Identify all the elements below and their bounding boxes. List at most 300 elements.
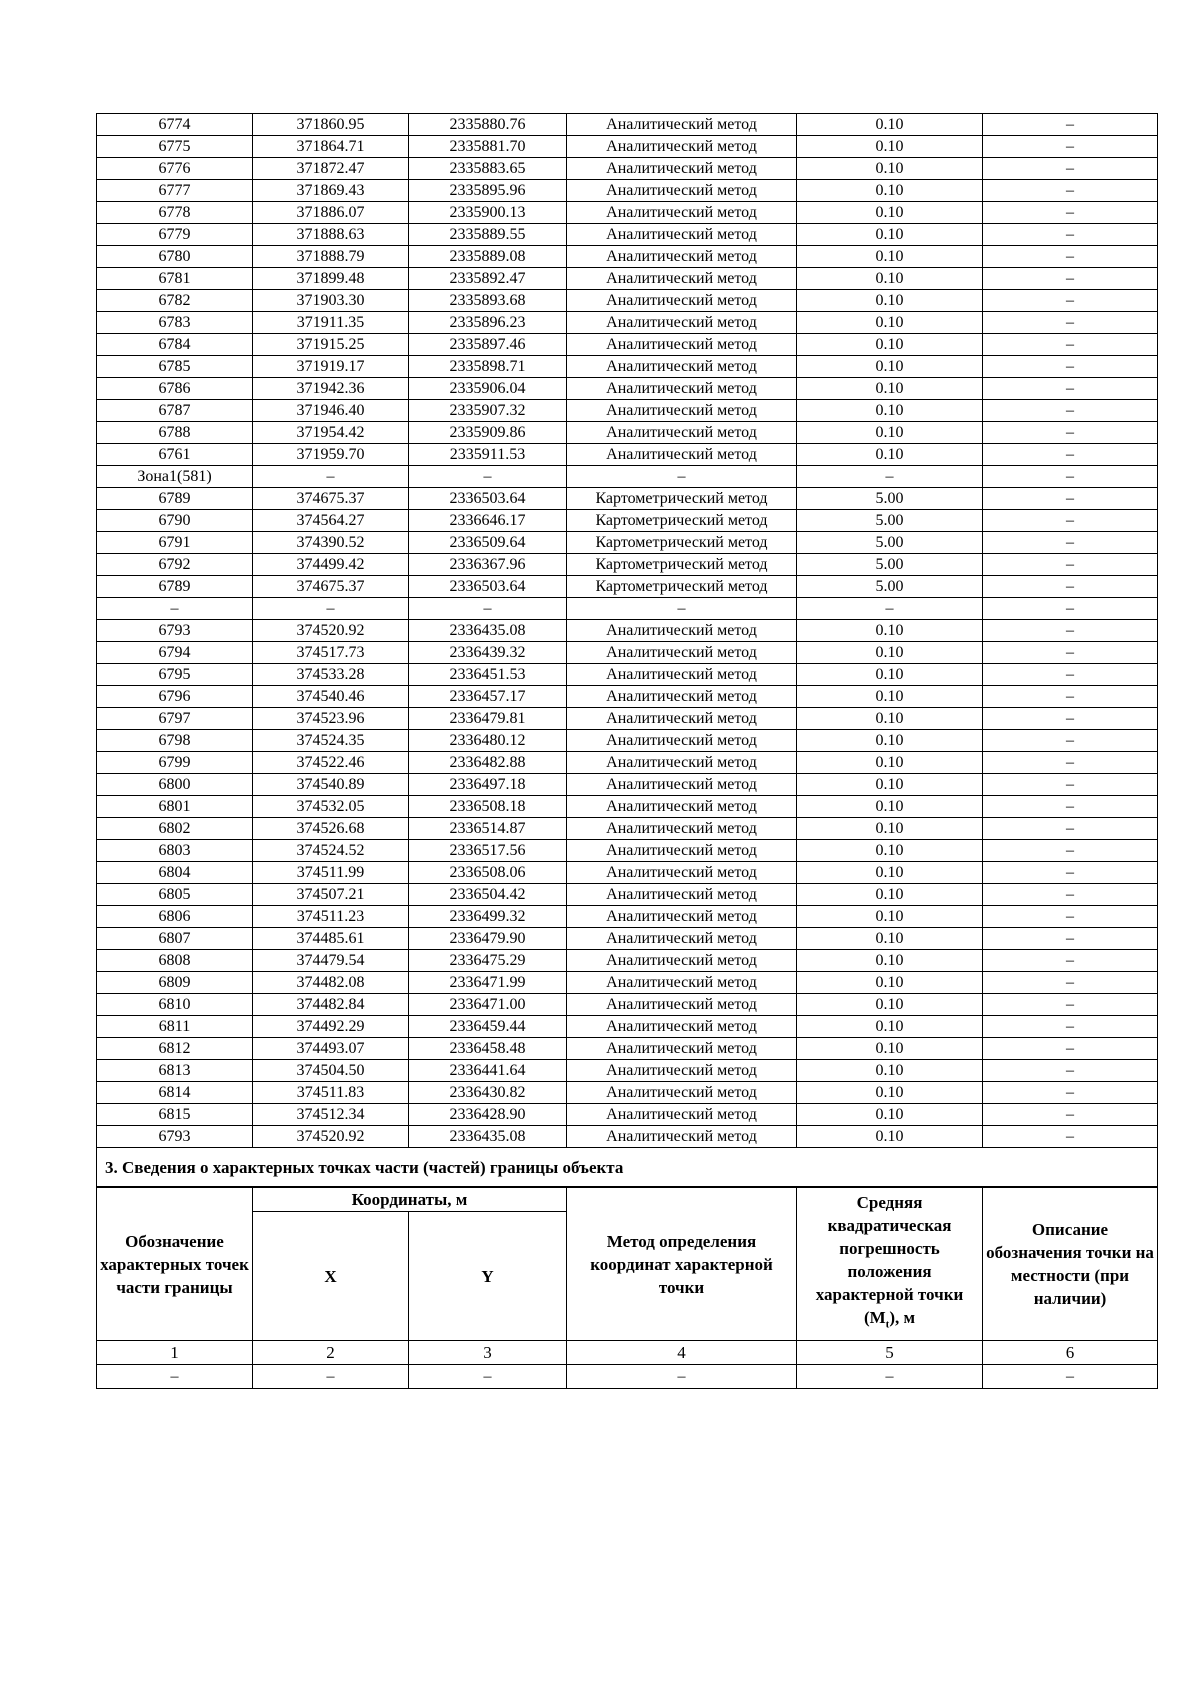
- table-cell: 374507.21: [253, 884, 409, 906]
- table-row: [97, 400, 1158, 422]
- table-cell: 2336430.82: [409, 1082, 567, 1104]
- table-cell: –: [983, 840, 1158, 862]
- table-cell: 6790: [97, 510, 253, 532]
- column-number: 1: [97, 1341, 253, 1365]
- table-cell: 6805: [97, 884, 253, 906]
- table-cell: 0.10: [797, 1126, 983, 1148]
- table-row: [97, 840, 1158, 862]
- table-cell: 2335907.32: [409, 400, 567, 422]
- table-cell: Аналитический метод: [567, 752, 797, 774]
- table-cell: 2336435.08: [409, 1126, 567, 1148]
- table-row: [97, 796, 1158, 818]
- table-row: [97, 642, 1158, 664]
- table-cell: Аналитический метод: [567, 994, 797, 1016]
- table-row: [97, 708, 1158, 730]
- table-cell: 371942.36: [253, 378, 409, 400]
- table-cell: 0.10: [797, 950, 983, 972]
- table-cell: 374479.54: [253, 950, 409, 972]
- table-cell: 371959.70: [253, 444, 409, 466]
- table-cell: 2336367.96: [409, 554, 567, 576]
- table-cell: 6808: [97, 950, 253, 972]
- table-row: [97, 950, 1158, 972]
- table-cell: 0.10: [797, 774, 983, 796]
- table-cell: 6795: [97, 664, 253, 686]
- table-cell: –: [983, 796, 1158, 818]
- table-row: [97, 224, 1158, 246]
- table-cell: 2336499.32: [409, 906, 567, 928]
- table-row: [97, 202, 1158, 224]
- table-cell: 371946.40: [253, 400, 409, 422]
- table-cell: Аналитический метод: [567, 356, 797, 378]
- table-cell: 6800: [97, 774, 253, 796]
- table-cell: 2335893.68: [409, 290, 567, 312]
- table-row: [97, 818, 1158, 840]
- table-cell: 2336646.17: [409, 510, 567, 532]
- table-cell: 6811: [97, 1016, 253, 1038]
- table-row: [97, 664, 1158, 686]
- table-cell: 0.10: [797, 642, 983, 664]
- table-cell: 0.10: [797, 708, 983, 730]
- table-cell: 0.10: [797, 818, 983, 840]
- table-cell: –: [983, 180, 1158, 202]
- table-cell: –: [983, 554, 1158, 576]
- table-cell: Картометрический метод: [567, 554, 797, 576]
- table-cell: –: [983, 246, 1158, 268]
- table-cell: 6809: [97, 972, 253, 994]
- table-cell: 2335881.70: [409, 136, 567, 158]
- table-cell: –: [983, 114, 1158, 136]
- table-cell: 2335897.46: [409, 334, 567, 356]
- table-cell: Аналитический метод: [567, 928, 797, 950]
- table-cell: 6780: [97, 246, 253, 268]
- table-cell: 2336497.18: [409, 774, 567, 796]
- table-cell: Аналитический метод: [567, 444, 797, 466]
- section-3-empty-row: [97, 1365, 1158, 1389]
- table-cell: Аналитический метод: [567, 268, 797, 290]
- table-cell: 0.10: [797, 884, 983, 906]
- table-cell: 0.10: [797, 752, 983, 774]
- table-row: [97, 994, 1158, 1016]
- table-cell: 0.10: [797, 1082, 983, 1104]
- table-row: [97, 1060, 1158, 1082]
- table-row: [97, 1104, 1158, 1126]
- table-cell: 0.10: [797, 290, 983, 312]
- header-error-main: Средняя квадратическая погрешность положения характерной точки (M: [815, 1193, 964, 1328]
- table-row: [97, 620, 1158, 642]
- table-cell: Аналитический метод: [567, 620, 797, 642]
- table-cell: 0.10: [797, 400, 983, 422]
- table-cell: –: [253, 1365, 409, 1389]
- table-cell: Аналитический метод: [567, 840, 797, 862]
- table-cell: –: [983, 422, 1158, 444]
- table-cell: Аналитический метод: [567, 686, 797, 708]
- table-row: [97, 488, 1158, 510]
- table-cell: 6807: [97, 928, 253, 950]
- table-cell: Аналитический метод: [567, 774, 797, 796]
- table-cell: 6812: [97, 1038, 253, 1060]
- table-cell: 2335896.23: [409, 312, 567, 334]
- table-cell: Аналитический метод: [567, 862, 797, 884]
- table-cell: 374675.37: [253, 488, 409, 510]
- table-cell: –: [983, 730, 1158, 752]
- table-cell: 0.10: [797, 730, 983, 752]
- section-3-table: [96, 1187, 1158, 1389]
- boundary-points-table: [96, 113, 1158, 1187]
- table-cell: –: [797, 1365, 983, 1389]
- table-cell: Аналитический метод: [567, 884, 797, 906]
- table-cell: 2335906.04: [409, 378, 567, 400]
- table-cell: 2336475.29: [409, 950, 567, 972]
- table-cell: –: [983, 994, 1158, 1016]
- table-cell: 6788: [97, 422, 253, 444]
- table-cell: –: [983, 290, 1158, 312]
- table-cell: 6803: [97, 840, 253, 862]
- table-cell: –: [983, 312, 1158, 334]
- table-cell: 374564.27: [253, 510, 409, 532]
- table-cell: Аналитический метод: [567, 312, 797, 334]
- table-cell: 6793: [97, 1126, 253, 1148]
- table-cell: 0.10: [797, 796, 983, 818]
- table-cell: –: [983, 1104, 1158, 1126]
- header-method: Метод определения координат характерной точки: [567, 1188, 797, 1341]
- document-page: [96, 113, 1157, 1389]
- table-cell: 6777: [97, 180, 253, 202]
- table-cell: 2336480.12: [409, 730, 567, 752]
- table-cell: 0.10: [797, 686, 983, 708]
- table-cell: 374540.46: [253, 686, 409, 708]
- table-cell: 0.10: [797, 862, 983, 884]
- table-cell: 371899.48: [253, 268, 409, 290]
- table-cell: 6782: [97, 290, 253, 312]
- table-cell: Аналитический метод: [567, 246, 797, 268]
- table-cell: –: [409, 598, 567, 620]
- table-row: [97, 862, 1158, 884]
- table-cell: 374533.28: [253, 664, 409, 686]
- table-row: [97, 180, 1158, 202]
- table-cell: 374504.50: [253, 1060, 409, 1082]
- table-row: [97, 972, 1158, 994]
- table-cell: –: [983, 774, 1158, 796]
- table-cell: 374512.34: [253, 1104, 409, 1126]
- header-y: Y: [409, 1212, 567, 1341]
- table-row: [97, 334, 1158, 356]
- table-cell: Аналитический метод: [567, 730, 797, 752]
- table-cell: 6814: [97, 1082, 253, 1104]
- table-cell: 6785: [97, 356, 253, 378]
- table-cell: 2336459.44: [409, 1016, 567, 1038]
- table-cell: 0.10: [797, 620, 983, 642]
- table-cell: 371872.47: [253, 158, 409, 180]
- table-cell: 6793: [97, 620, 253, 642]
- table-cell: –: [983, 972, 1158, 994]
- table-cell: Картометрический метод: [567, 532, 797, 554]
- table-cell: 0.10: [797, 1038, 983, 1060]
- table-cell: 2336479.90: [409, 928, 567, 950]
- header-designation: Обозначение характерных точек части границы: [97, 1188, 253, 1341]
- table-cell: 2335898.71: [409, 356, 567, 378]
- table-cell: 6787: [97, 400, 253, 422]
- table-cell: 6802: [97, 818, 253, 840]
- table-cell: 0.10: [797, 334, 983, 356]
- table-row: [97, 114, 1158, 136]
- table-cell: Зона1(581): [97, 466, 253, 488]
- table-cell: Аналитический метод: [567, 334, 797, 356]
- section-3-header-row-1: [97, 1188, 1158, 1212]
- table-cell: 371888.79: [253, 246, 409, 268]
- table-cell: 6791: [97, 532, 253, 554]
- table-cell: 371886.07: [253, 202, 409, 224]
- table-cell: 371864.71: [253, 136, 409, 158]
- column-number: 6: [983, 1341, 1158, 1365]
- table-cell: –: [983, 136, 1158, 158]
- table-cell: –: [983, 950, 1158, 972]
- table-cell: 374499.42: [253, 554, 409, 576]
- table-cell: 6761: [97, 444, 253, 466]
- table-row: [97, 1126, 1158, 1148]
- table-cell: 374532.05: [253, 796, 409, 818]
- table-cell: –: [409, 1365, 567, 1389]
- table-cell: 2336457.17: [409, 686, 567, 708]
- table-cell: 0.10: [797, 224, 983, 246]
- table-cell: 374511.23: [253, 906, 409, 928]
- table-cell: Аналитический метод: [567, 708, 797, 730]
- table-cell: Аналитический метод: [567, 224, 797, 246]
- table-cell: 374511.83: [253, 1082, 409, 1104]
- table-row: [97, 598, 1158, 620]
- table-cell: 2335909.86: [409, 422, 567, 444]
- table-cell: 2335880.76: [409, 114, 567, 136]
- table-cell: 0.10: [797, 378, 983, 400]
- table-cell: 0.10: [797, 1060, 983, 1082]
- table-cell: 6792: [97, 554, 253, 576]
- table-cell: 5.00: [797, 532, 983, 554]
- table-cell: –: [983, 642, 1158, 664]
- table-row: [97, 356, 1158, 378]
- table-cell: 6813: [97, 1060, 253, 1082]
- table-row: [97, 752, 1158, 774]
- table-cell: 0.10: [797, 114, 983, 136]
- table-cell: Картометрический метод: [567, 488, 797, 510]
- section-3-title-row: [97, 1148, 1158, 1187]
- table-cell: –: [983, 686, 1158, 708]
- table-row: [97, 554, 1158, 576]
- table-cell: Аналитический метод: [567, 180, 797, 202]
- table-cell: 6779: [97, 224, 253, 246]
- table-cell: 5.00: [797, 576, 983, 598]
- table-cell: 371915.25: [253, 334, 409, 356]
- table-cell: –: [983, 268, 1158, 290]
- table-cell: –: [983, 224, 1158, 246]
- column-number: 5: [797, 1341, 983, 1365]
- table-row: [97, 246, 1158, 268]
- table-cell: 371954.42: [253, 422, 409, 444]
- table-cell: 374520.92: [253, 620, 409, 642]
- table-row: [97, 1016, 1158, 1038]
- table-cell: –: [983, 862, 1158, 884]
- table-cell: 2336439.32: [409, 642, 567, 664]
- table-cell: 6781: [97, 268, 253, 290]
- table-cell: 2335889.08: [409, 246, 567, 268]
- table-cell: 2335900.13: [409, 202, 567, 224]
- table-cell: –: [983, 400, 1158, 422]
- table-cell: 371911.35: [253, 312, 409, 334]
- table-cell: Аналитический метод: [567, 1060, 797, 1082]
- table-cell: 2336508.18: [409, 796, 567, 818]
- table-row: [97, 466, 1158, 488]
- table-cell: 371919.17: [253, 356, 409, 378]
- table-cell: 0.10: [797, 136, 983, 158]
- table-cell: 6789: [97, 488, 253, 510]
- table-cell: –: [983, 928, 1158, 950]
- header-error-tail: ), м: [889, 1308, 916, 1328]
- table-cell: 371903.30: [253, 290, 409, 312]
- table-cell: 374511.99: [253, 862, 409, 884]
- table-cell: –: [983, 510, 1158, 532]
- table-cell: Аналитический метод: [567, 664, 797, 686]
- table-cell: 374540.89: [253, 774, 409, 796]
- table-cell: 374390.52: [253, 532, 409, 554]
- table-cell: Аналитический метод: [567, 290, 797, 312]
- table-cell: 2336435.08: [409, 620, 567, 642]
- table-cell: Картометрический метод: [567, 576, 797, 598]
- table-cell: 6775: [97, 136, 253, 158]
- table-cell: 6798: [97, 730, 253, 752]
- table-cell: 374485.61: [253, 928, 409, 950]
- table-cell: Аналитический метод: [567, 642, 797, 664]
- table-cell: 2335883.65: [409, 158, 567, 180]
- table-cell: 371869.43: [253, 180, 409, 202]
- table-cell: 2336458.48: [409, 1038, 567, 1060]
- table-row: [97, 312, 1158, 334]
- table-cell: 0.10: [797, 180, 983, 202]
- table-cell: 6786: [97, 378, 253, 400]
- table-row: [97, 884, 1158, 906]
- table-row: [97, 422, 1158, 444]
- table-row: [97, 730, 1158, 752]
- table-cell: 2336504.42: [409, 884, 567, 906]
- table-cell: 2336471.99: [409, 972, 567, 994]
- table-cell: 374526.68: [253, 818, 409, 840]
- table-cell: 2336503.64: [409, 488, 567, 510]
- table-row: [97, 928, 1158, 950]
- table-row: [97, 510, 1158, 532]
- table-cell: Аналитический метод: [567, 950, 797, 972]
- table-cell: –: [797, 466, 983, 488]
- table-cell: 0.10: [797, 312, 983, 334]
- table-cell: 6794: [97, 642, 253, 664]
- table-cell: 0.10: [797, 972, 983, 994]
- section-3-title: 3. Сведения о характерных точках части (частей) границы объекта: [97, 1148, 1158, 1187]
- table-cell: –: [983, 334, 1158, 356]
- table-cell: Аналитический метод: [567, 136, 797, 158]
- table-cell: 0.10: [797, 928, 983, 950]
- table-row: [97, 532, 1158, 554]
- table-cell: 0.10: [797, 246, 983, 268]
- header-x: X: [253, 1212, 409, 1341]
- table-cell: –: [983, 466, 1158, 488]
- table-cell: –: [983, 708, 1158, 730]
- table-cell: –: [983, 488, 1158, 510]
- boundary-points-body: [97, 114, 1158, 1148]
- table-cell: –: [983, 906, 1158, 928]
- table-cell: 6796: [97, 686, 253, 708]
- table-cell: 374482.84: [253, 994, 409, 1016]
- table-row: [97, 444, 1158, 466]
- table-cell: 0.10: [797, 158, 983, 180]
- table-cell: Аналитический метод: [567, 1082, 797, 1104]
- table-cell: –: [983, 1060, 1158, 1082]
- table-cell: –: [983, 444, 1158, 466]
- table-cell: –: [253, 466, 409, 488]
- table-cell: 6783: [97, 312, 253, 334]
- table-cell: 374522.46: [253, 752, 409, 774]
- table-cell: 6810: [97, 994, 253, 1016]
- table-cell: 0.10: [797, 422, 983, 444]
- table-cell: Аналитический метод: [567, 114, 797, 136]
- table-row: [97, 906, 1158, 928]
- table-cell: Аналитический метод: [567, 972, 797, 994]
- table-cell: 2336479.81: [409, 708, 567, 730]
- table-cell: Аналитический метод: [567, 400, 797, 422]
- table-cell: 6801: [97, 796, 253, 818]
- table-cell: 2336508.06: [409, 862, 567, 884]
- table-cell: 2336471.00: [409, 994, 567, 1016]
- table-cell: Аналитический метод: [567, 422, 797, 444]
- table-cell: –: [567, 1365, 797, 1389]
- table-cell: –: [97, 1365, 253, 1389]
- table-cell: 2336482.88: [409, 752, 567, 774]
- table-cell: 6774: [97, 114, 253, 136]
- table-row: [97, 686, 1158, 708]
- table-cell: –: [983, 1082, 1158, 1104]
- table-row: [97, 290, 1158, 312]
- table-cell: 6815: [97, 1104, 253, 1126]
- table-cell: 374492.29: [253, 1016, 409, 1038]
- table-cell: –: [983, 1038, 1158, 1060]
- table-cell: 6804: [97, 862, 253, 884]
- table-cell: –: [983, 664, 1158, 686]
- table-cell: 371860.95: [253, 114, 409, 136]
- table-cell: 0.10: [797, 202, 983, 224]
- table-cell: 0.10: [797, 268, 983, 290]
- table-cell: Аналитический метод: [567, 158, 797, 180]
- table-cell: 2335889.55: [409, 224, 567, 246]
- table-cell: –: [983, 1365, 1158, 1389]
- table-cell: 2336509.64: [409, 532, 567, 554]
- table-cell: –: [983, 818, 1158, 840]
- header-error-subscript: t: [885, 1318, 890, 1331]
- table-cell: 6789: [97, 576, 253, 598]
- table-row: [97, 1038, 1158, 1060]
- table-cell: 0.10: [797, 906, 983, 928]
- table-cell: 0.10: [797, 1016, 983, 1038]
- table-cell: 374523.96: [253, 708, 409, 730]
- table-cell: 374493.07: [253, 1038, 409, 1060]
- table-cell: 374520.92: [253, 1126, 409, 1148]
- table-cell: –: [983, 1016, 1158, 1038]
- column-number: 3: [409, 1341, 567, 1365]
- header-coordinates: Координаты, м: [253, 1188, 567, 1212]
- table-cell: 374482.08: [253, 972, 409, 994]
- table-cell: –: [983, 158, 1158, 180]
- table-cell: 0.10: [797, 1104, 983, 1126]
- table-cell: 0.10: [797, 664, 983, 686]
- section-3-column-numbers: [97, 1341, 1158, 1365]
- table-cell: 2336428.90: [409, 1104, 567, 1126]
- table-cell: –: [409, 466, 567, 488]
- table-cell: –: [983, 202, 1158, 224]
- table-cell: 6776: [97, 158, 253, 180]
